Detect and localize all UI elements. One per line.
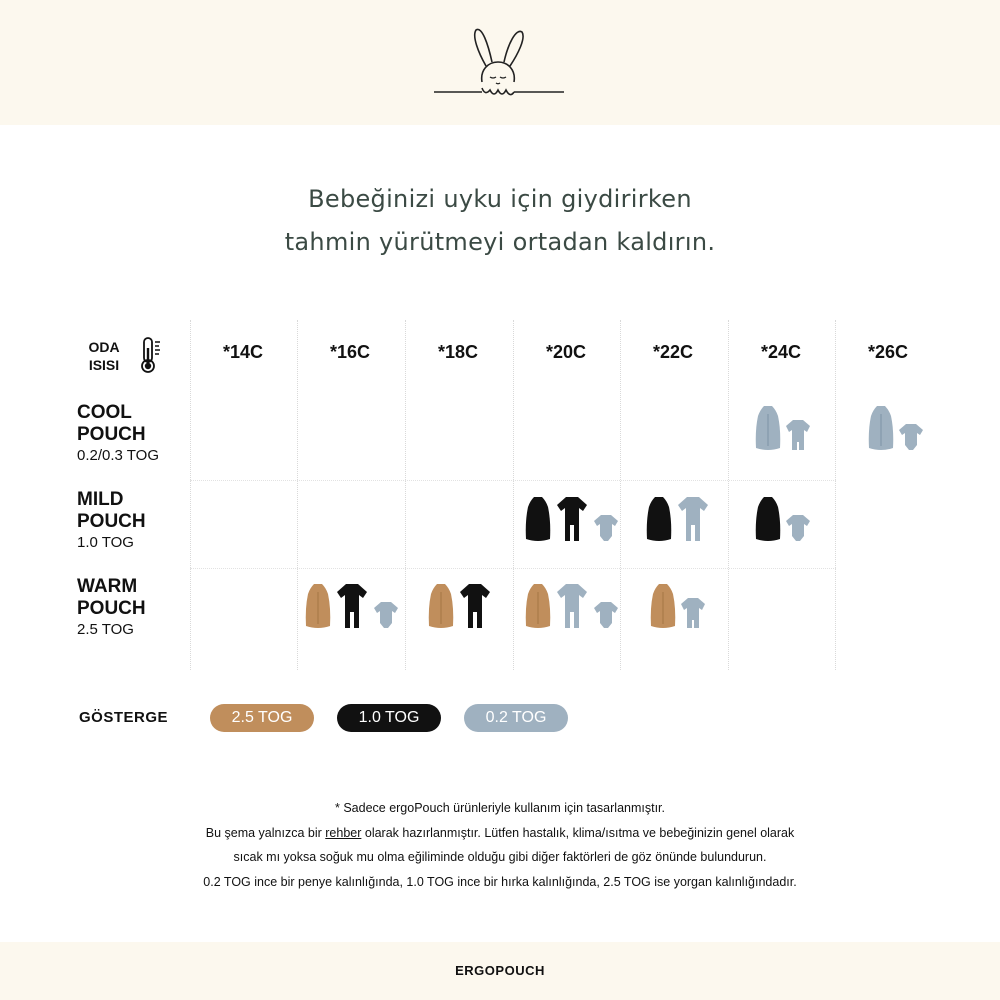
legend-title: GÖSTERGE (79, 709, 169, 726)
cell-warm-22c (650, 570, 706, 630)
guide-link[interactable]: rehber (325, 825, 362, 840)
grid-line (405, 320, 406, 670)
footnotes (0, 796, 1000, 894)
onesie-icon (676, 495, 710, 543)
cell-cool-26c (868, 392, 924, 452)
grid-line (620, 320, 621, 670)
onesie-icon (555, 582, 589, 630)
sleeping-bag-icon (305, 582, 331, 630)
bunny-logo-icon (432, 22, 566, 102)
footnote-line-2: Bu şema yalnızca bir rehber olarak hazırlanmıştır. Lütfen hastalık, klima/ısıtma ve bebeğinizin genel olarak (205, 825, 795, 840)
headline-line-2: tahmin yürütmeyi ortadan kaldırın. (284, 228, 716, 256)
temp-20c: *20C (545, 342, 587, 362)
temp-18c: *18C (437, 342, 479, 362)
sleeping-bag-icon (525, 495, 551, 543)
sleeping-bag-icon (650, 582, 676, 630)
cell-mild-20c (525, 483, 619, 543)
headline-line-1: Bebeğinizi uyku için giydirirken (308, 185, 692, 213)
room-temp-label: ODA ISISI (88, 339, 120, 373)
grid-line (190, 480, 836, 481)
footnote-line-3: sıcak mı yoksa soğuk mu olma eğiliminde olduğu gibi diğer faktörleri de göz önünde bulundurun. (233, 850, 767, 864)
onesie-icon (335, 582, 369, 630)
bodysuit-icon (898, 422, 924, 452)
cell-warm-20c (525, 570, 619, 630)
legend-pill-1-0-tog: 1.0 TOG (337, 704, 441, 732)
sleeping-bag-icon (646, 495, 672, 543)
sleeping-bag-icon (868, 404, 894, 452)
header-band (0, 0, 1000, 125)
cell-warm-18c (428, 570, 492, 630)
row-label-cool-pouch: COOL POUCH 0.2/0.3 TOG (77, 402, 159, 464)
row-label-warm-pouch: WARM POUCH 2.5 TOG (77, 576, 146, 638)
bodysuit-icon (785, 513, 811, 543)
cell-cool-24c (755, 392, 811, 452)
grid-line (835, 320, 836, 670)
headline (0, 178, 1000, 264)
legend-pill-2-5-tog: 2.5 TOG (210, 704, 314, 732)
brand-name: ERGOPOUCH (455, 963, 545, 978)
cell-mild-24c (755, 483, 811, 543)
temp-26c: *26C (867, 342, 909, 362)
footnote-line-4: 0.2 TOG ince bir penye kalınlığında, 1.0 TOG ince bir hırka kalınlığında, 2.5 TOG ise yorgan kalınlığındadır. (203, 874, 797, 889)
sleeping-bag-icon (755, 495, 781, 543)
temp-14c: *14C (222, 342, 264, 362)
tog-chart (0, 320, 1000, 670)
grid-line (513, 320, 514, 670)
temp-24c: *24C (760, 342, 802, 362)
sleeping-bag-icon (755, 404, 781, 452)
row-label-mild-pouch: MILD POUCH 1.0 TOG (77, 489, 146, 551)
temp-16c: *16C (329, 342, 371, 362)
bodysuit-icon (593, 600, 619, 630)
onesie-icon (458, 582, 492, 630)
cell-warm-16c (305, 570, 399, 630)
bodysuit-icon (593, 513, 619, 543)
cell-mild-22c (646, 483, 710, 543)
sleeping-bag-icon (428, 582, 454, 630)
temp-22c: *22C (652, 342, 694, 362)
grid-line (297, 320, 298, 670)
footnote-line-1: * Sadece ergoPouch ürünleriyle kullanım için tasarlanmıştır. (334, 801, 666, 815)
onesie-icon (555, 495, 589, 543)
romper-icon (680, 596, 706, 630)
thermometer-icon (138, 336, 162, 374)
grid-line (728, 320, 729, 670)
legend-pill-0-2-tog: 0.2 TOG (464, 704, 568, 732)
sleeping-bag-icon (525, 582, 551, 630)
bodysuit-icon (373, 600, 399, 630)
grid-line (190, 320, 191, 670)
grid-line (190, 568, 836, 569)
romper-icon (785, 418, 811, 452)
